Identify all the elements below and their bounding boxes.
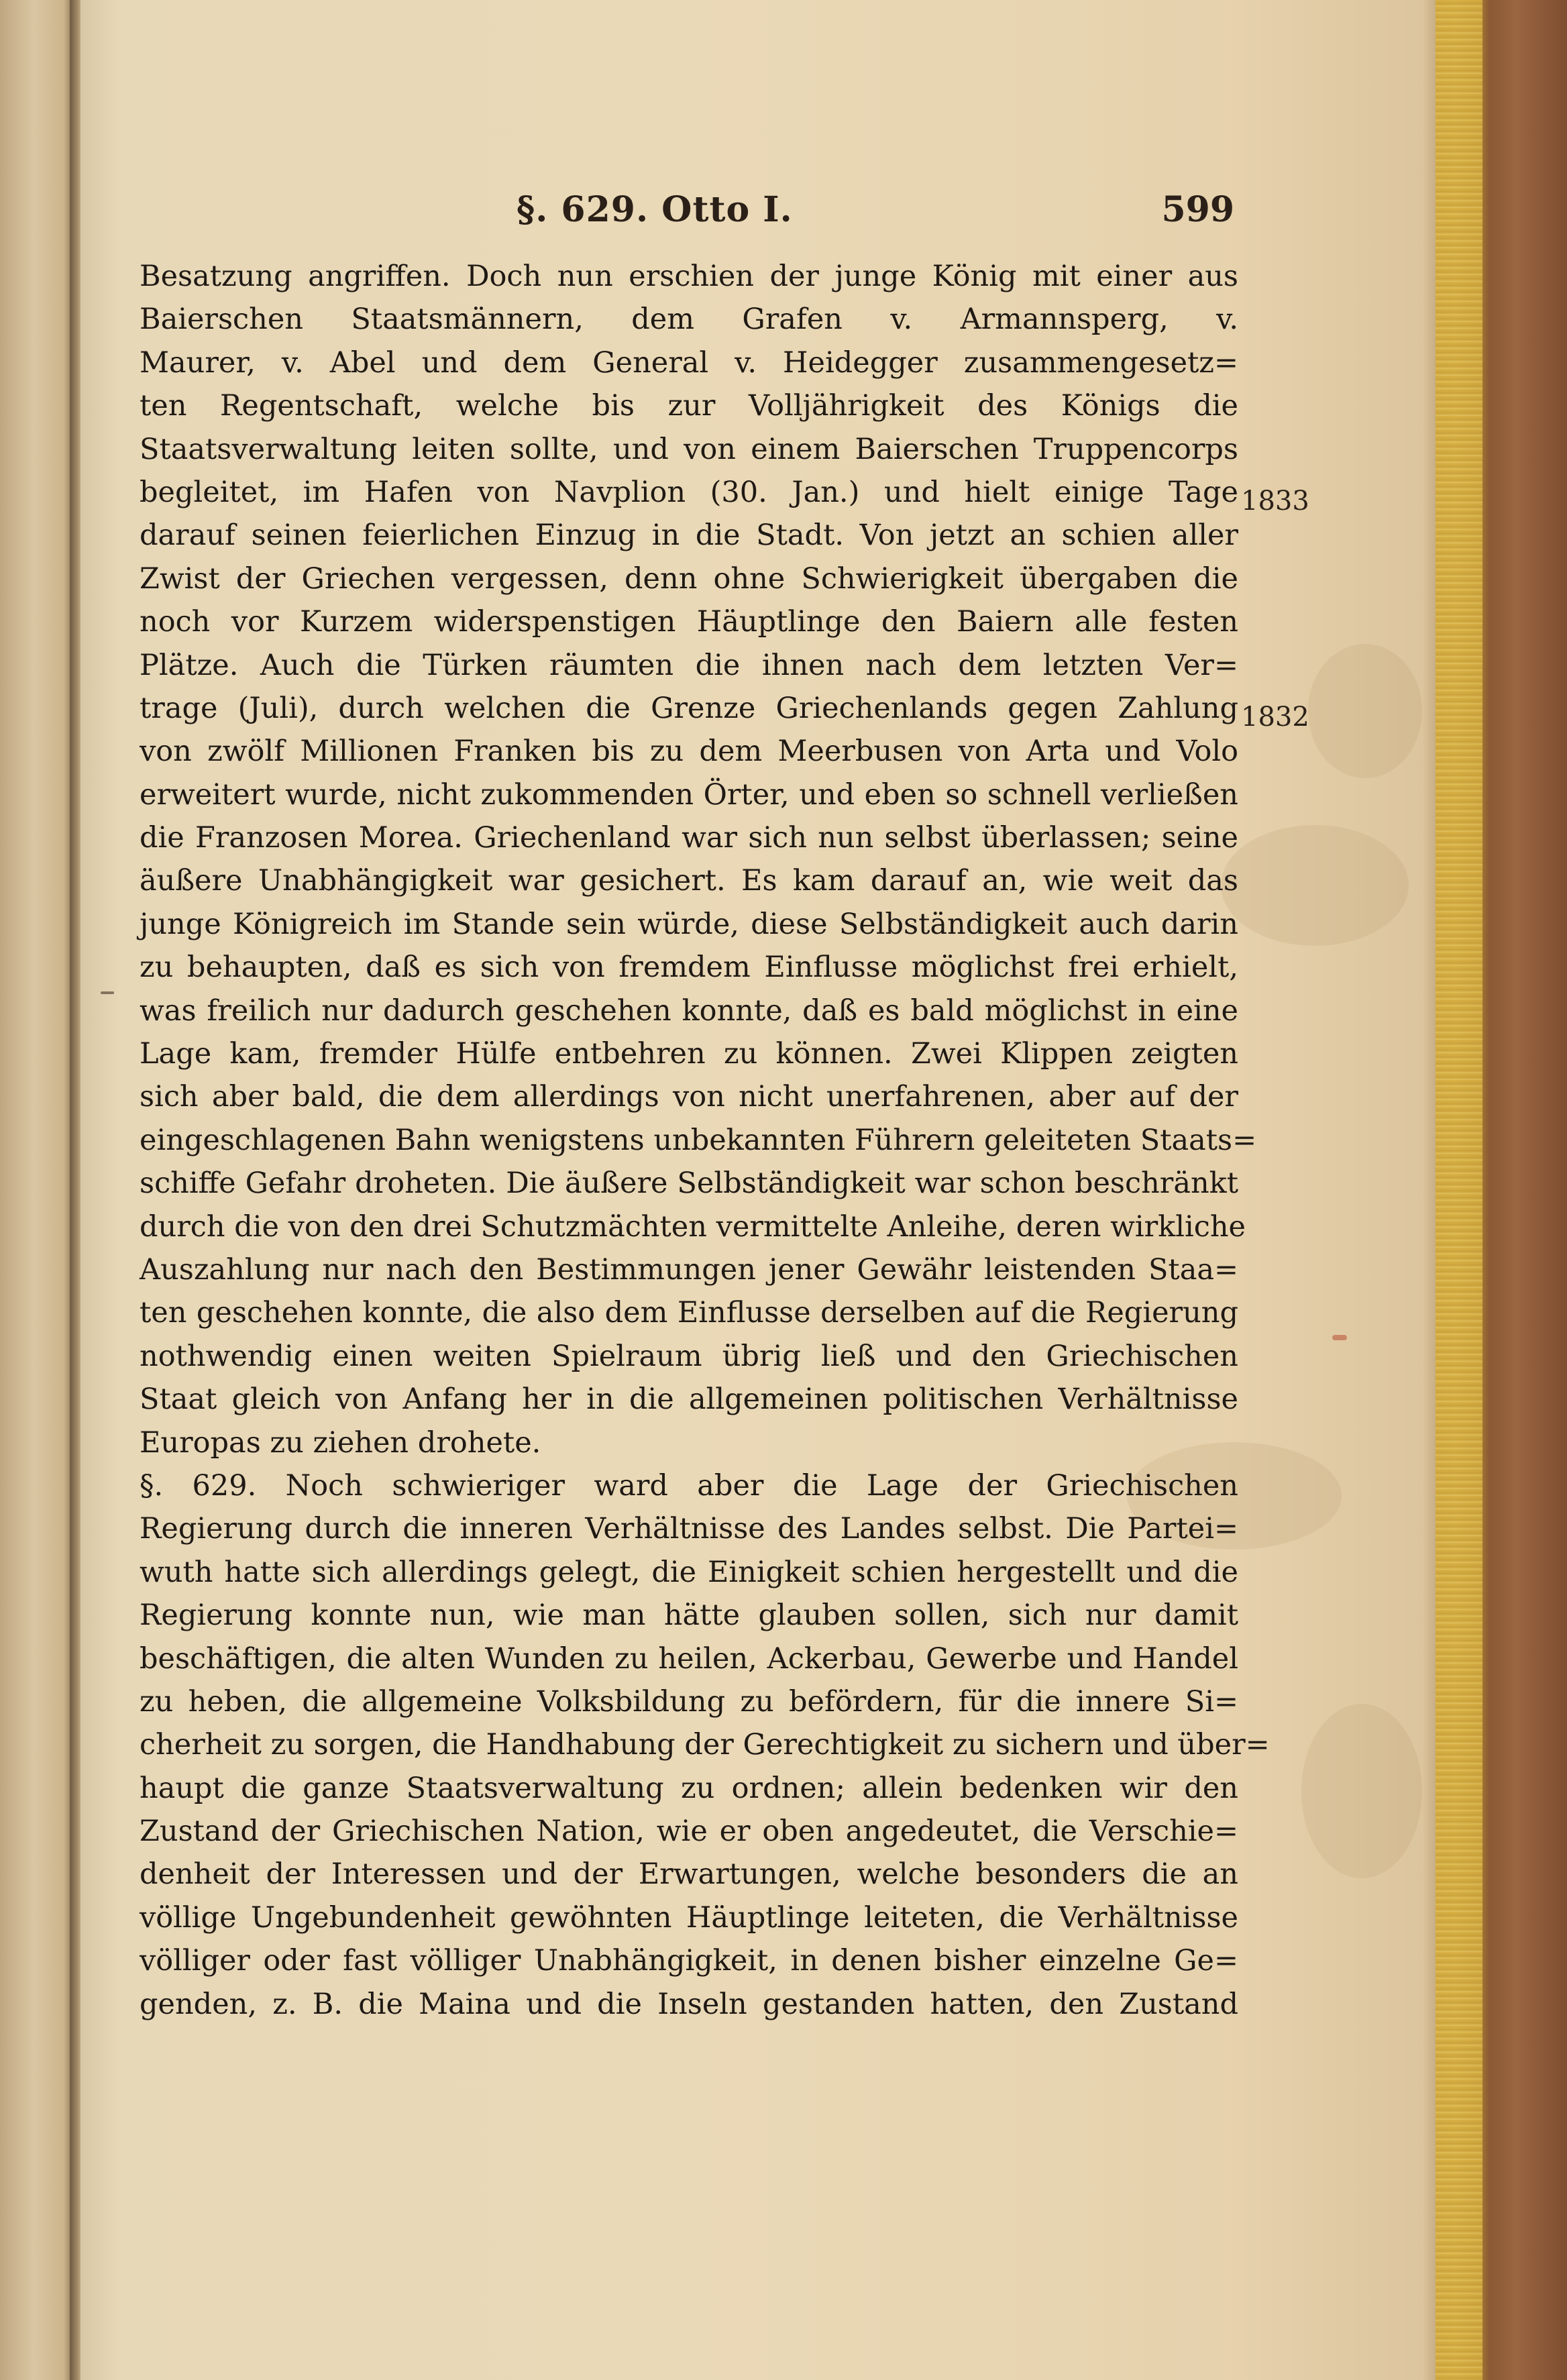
- paper-stain: [1308, 644, 1422, 778]
- section-start-line: §. 629. Noch schwieriger ward aber die Lage der Griechischen: [140, 1468, 1238, 1503]
- text-line: erweitert wurde, nicht zukommenden Örter, und eben so schnell verließen: [140, 777, 1238, 812]
- text-line: nothwendig einen weiten Spielraum übrig ließ und den Griechischen: [140, 1339, 1238, 1373]
- margin-year-note: 1833: [1241, 486, 1309, 517]
- text-line: Staatsverwaltung leiten sollte, und von einem Baierschen Truppencorps: [140, 432, 1238, 466]
- page-number: 599: [1161, 189, 1234, 230]
- text-line: äußere Unabhängigkeit war gesichert. Es kam darauf an, wie weit das: [140, 864, 1238, 898]
- text-line: schiffe Gefahr droheten. Die äußere Selbständigkeit war schon beschränkt: [140, 1167, 1238, 1201]
- text-line: Auszahlung nur nach den Bestimmungen jener Gewähr leistenden Staa=: [140, 1252, 1238, 1287]
- paper-stain: [1301, 1704, 1422, 1878]
- text-line: genden, z. B. die Maina und die Inseln gestanden hatten, den Zustand: [140, 1987, 1238, 2021]
- paper-stain: [1221, 825, 1409, 946]
- text-line: Maurer, v. Abel und dem General v. Heidegger zusammengesetz=: [140, 345, 1238, 380]
- text-line: sich aber bald, die dem allerdings von nicht unerfahrenen, aber auf der: [140, 1080, 1238, 1114]
- text-line: noch vor Kurzem widerspenstigen Häuptlinge den Baiern alle festen: [140, 605, 1238, 639]
- text-line: trage (Juli), durch welchen die Grenze Griechenlands gegen Zahlung: [140, 691, 1238, 725]
- text-line: Plätze. Auch die Türken räumten die ihnen nach dem letzten Ver=: [140, 648, 1238, 682]
- text-line: haupt die ganze Staatsverwaltung zu ordnen; allein bedenken wir den: [140, 1771, 1238, 1805]
- red-ink-mark: [1332, 1335, 1347, 1340]
- running-title: §. 629. Otto I.: [517, 189, 793, 230]
- text-line: beschäftigen, die alten Wunden zu heilen, Ackerbau, Gewerbe und Handel: [140, 1641, 1238, 1676]
- text-line: die Franzosen Morea. Griechenland war sich nun selbst überlassen; seine: [140, 821, 1238, 855]
- text-line: zu behaupten, daß es sich von fremdem Einflusse möglichst frei erhielt,: [140, 951, 1238, 985]
- text-line: Zwist der Griechen vergessen, denn ohne Schwierigkeit übergaben die: [140, 561, 1238, 596]
- text-line: völliger oder fast völliger Unabhängigkeit, in denen bisher einzelne Ge=: [140, 1944, 1238, 1978]
- text-line: eingeschlagenen Bahn wenigstens unbekannten Führern geleiteten Staats=: [140, 1123, 1257, 1157]
- text-line: cherheit zu sorgen, die Handhabung der Gerechtigkeit zu sichern und über=: [140, 1728, 1270, 1762]
- text-line: wuth hatte sich allerdings gelegt, die Einigkeit schien hergestellt und die: [140, 1555, 1238, 1589]
- page-header: [429, 189, 1234, 243]
- text-line: Staat gleich von Anfang her in die allgemeinen politischen Verhältnisse: [140, 1383, 1238, 1417]
- text-line: begleitet, im Hafen von Navplion (30. Jan.) und hielt einige Tage: [140, 475, 1238, 509]
- text-line: völlige Ungebundenheit gewöhnten Häuptlinge leiteten, die Verhältnisse: [140, 1900, 1238, 1935]
- facing-page-edge: [0, 0, 74, 2380]
- text-line: ten Regentschaft, welche bis zur Volljährigkeit des Königs die: [140, 389, 1238, 423]
- text-line: Baierschen Staatsmännern, dem Grafen v. Armannsperg, v.: [140, 303, 1238, 337]
- gilt-page-edge: [1436, 0, 1482, 2380]
- pencil-mark: [101, 991, 114, 994]
- text-line: Besatzung angriffen. Doch nun erschien der junge König mit einer aus: [140, 260, 1238, 293]
- text-line: ten geschehen konnte, die also dem Einflusse derselben auf die Regierung: [140, 1296, 1238, 1330]
- text-line: Europas zu ziehen drohete.: [140, 1425, 541, 1460]
- text-line: Regierung durch die inneren Verhältnisse des Landes selbst. Die Partei=: [140, 1512, 1238, 1546]
- text-line: zu heben, die allgemeine Volksbildung zu befördern, für die innere Si=: [140, 1684, 1238, 1719]
- margin-year-note: 1832: [1241, 702, 1309, 733]
- text-line: Zustand der Griechischen Nation, wie er oben angedeutet, die Verschie=: [140, 1815, 1238, 1849]
- text-line: junge Königreich im Stande sein würde, diese Selbständigkeit auch darin: [140, 907, 1238, 941]
- body-text: [140, 255, 1270, 2026]
- text-line: Regierung konnte nun, wie man hätte glauben sollen, sich nur damit: [140, 1599, 1238, 1633]
- text-line: was freilich nur dadurch geschehen konnte, daß es bald möglichst in eine: [140, 993, 1238, 1028]
- text-line: durch die von den drei Schutzmächten vermittelte Anleihe, deren wirkliche: [140, 1209, 1246, 1244]
- text-line: denheit der Interessen und der Erwartungen, welche besonders die an: [140, 1857, 1238, 1892]
- text-line: darauf seinen feierlichen Einzug in die Stadt. Von jetzt an schien aller: [140, 519, 1238, 553]
- text-line: Lage kam, fremder Hülfe entbehren zu können. Zwei Klippen zeigten: [140, 1037, 1238, 1071]
- text-line: von zwölf Millionen Franken bis zu dem Meerbusen von Arta und Volo: [140, 735, 1238, 769]
